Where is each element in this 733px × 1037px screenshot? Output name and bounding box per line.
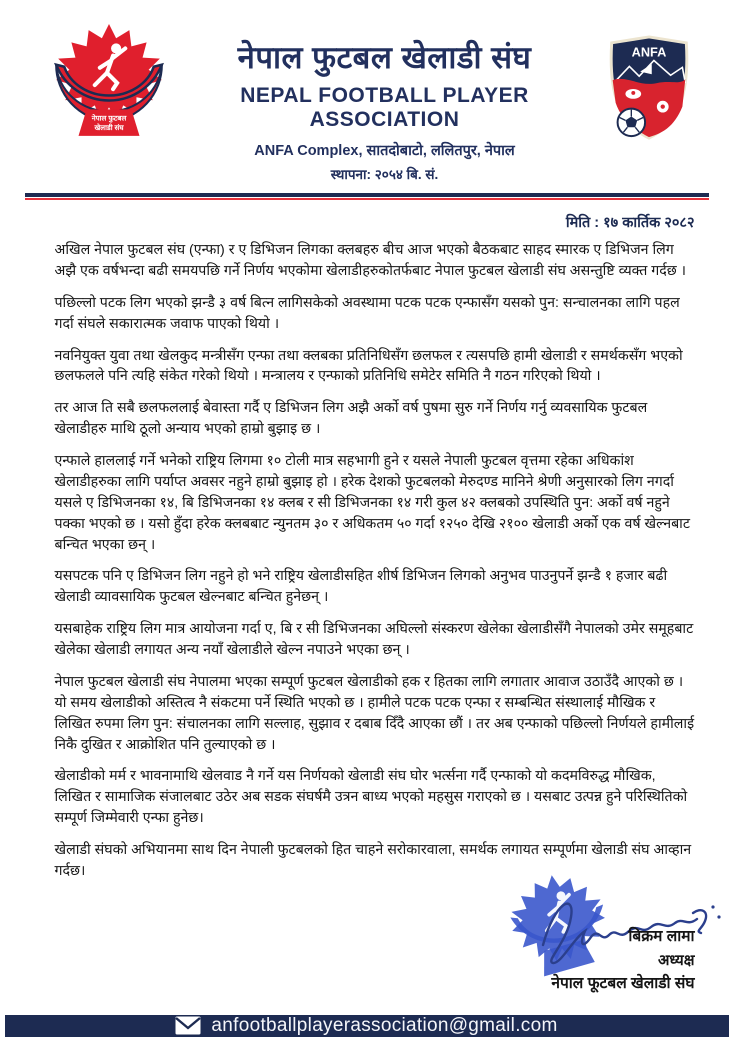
paragraph: खेलाडीको मर्म र भावनामाथि खेलवाड नै गर्ने यस निर्णयको खेलाडी संघ घोर भर्त्सना गर्दै एन्फाको यो कदमविरुद्ध मौखिक, लिखित र सामाजिक संजालबाट उठेर अब सडक संघर्षमै उत्रन बाध्य भएको महसुस गराएको छ । यसबाट उत्पन्न हुने परिस्थितिको सम्पूर्ण जिम्मेवारी एन्फा हुनेछ।: [55, 766, 695, 829]
divider-navy-line: [25, 193, 709, 197]
paragraph: खेलाडी संघको अभियानमा साथ दिन नेपाली फुटबलको हित चाहने सरोकारवाला, समर्थक लगायत सम्पूर्णमा खेलाडी संघ आव्हान गर्दछ।: [55, 840, 695, 882]
signatory-name: बिक्रम लामा: [551, 925, 694, 949]
crest-pedestal: [78, 109, 139, 135]
org-name-english: NEPAL FOOTBALL PLAYER ASSOCIATION: [173, 84, 597, 132]
paragraph: अखिल नेपाल फुटबल संघ (एन्फा) र ए डिभिजन लिगका क्लबहरु बीच आज भएको बैठकबाट साहद स्मारक ए डिभिजन लिग अझै एक वर्षभन्दा बढी समयपछि गर्ने निर्णय भएकोमा खेलाडीहरुकोतर्फबाट नेपाल फुटबल खेलाडी संघ असन्तुष्टि व्यक्त गर्दछ ।: [55, 240, 695, 282]
football-icon: [617, 109, 644, 136]
sun-icon: [656, 101, 668, 113]
org-established: स्थापना: २०५४ बि. सं.: [173, 165, 597, 183]
paragraph: नेपाल फुटबल खेलाडी संघ नेपालमा भएका सम्पूर्ण फुटबल खेलाडीको हक र हितका लागि लगातार आवाज उठाउँदै आएको छ । यो समय खेलाडीको अस्तित्व नै संकटमा पर्ने स्थिति भएको छ । हामीले पटक पटक एन्फा र सम्बन्धित संस्थालाई मौखिक र लिखित रुपमा लिग पुन: संचालनका लागि सल्लाह, सुझाव र दबाब दिँदै आएका छौं । तर अब एन्फाको पछिल्लो निर्णयले हामीलाई निकै दुखित र आक्रोशित पनि तुल्याएको छ ।: [55, 672, 695, 756]
footer-bar: [5, 1015, 729, 1037]
letterhead-text: [173, 22, 597, 183]
letter-date: मिति : १७ कार्तिक २०८२: [55, 212, 695, 232]
moon-icon: [625, 89, 641, 99]
paragraph: यसबाहेक राष्ट्रिय लिग मात्र आयोजना गर्दा ए, बि र सी डिभिजनका अघिल्लो संस्करण खेलेका खेलाडीसँगै नेपालको उमेर समूहबाट खेलेका खेलाडी लगायत अन्य नयाँ खेलाडीले खेल्न नपाउने भएका छन् ।: [55, 619, 695, 661]
letter-page: [5, 0, 729, 1024]
paragraph: यसपटक पनि ए डिभिजन लिग नहुने हो भने राष्ट्रिय खेलाडीसहित शीर्ष डिभिजन लिगको अनुभव पाउनुपर्ने झन्डै १ हजार बढी खेलाडी व्यावसायिक फुटबल खेल्नबाट बन्चित हुनेछन् ।: [55, 566, 695, 608]
signatory-title: अध्यक्ष: [551, 949, 694, 972]
header-divider: [25, 193, 709, 200]
nfpa-crest-logo: [45, 22, 173, 144]
signatory-organization: नेपाल फूटबल खेलाडी संघ: [551, 972, 694, 997]
letterhead: [5, 0, 729, 183]
paragraph: तर आज ति सबै छलफललाई बेवास्ता गर्दै ए डिभिजन लिग अझै अर्को वर्ष पुषमा सुरु गर्ने निर्णय गर्नु व्यवसायिक फुटबल खेलाडीहरु माथि ठूलो अन्याय भएको हाम्रो बुझाइ छ ।: [55, 398, 695, 440]
crest-text-line2: खेलाडी संघ: [93, 123, 124, 132]
letter-body: [5, 200, 729, 1015]
anfa-label: ANFA: [631, 45, 666, 60]
org-name-nepali: नेपाल फुटबल खेलाडी संघ: [173, 36, 597, 78]
signatory-details: [551, 925, 694, 997]
paragraph: नवनियुक्त युवा तथा खेलकुद मन्त्रीसँग एन्फा तथा क्लबका प्रतिनिधिसँग छलफल र त्यसपछि हामी खेलाडी र समर्थकसँग भएको छलफलले पनि त्यहि संकेत गरेको थियो । मन्त्रालय र एन्फाको प्रतिनिधि समेटेर समिति नै गठन गरिएको थियो ।: [55, 346, 695, 388]
paragraph: एन्फाले हाललाई गर्ने भनेको राष्ट्रिय लिगमा १० टोली मात्र सहभागी हुने र यसले नेपाली फुटबल वृत्तमा रहेका अधिकांश खेलाडीहरुका लागि पर्याप्त अवसर नहुने हाम्रो बुझाइ हो । हरेक देशको फुटबलको मेरुदण्ड मानिने श्रेणी अनुसारको लिग नगर्दा यसले ए डिभिजनका १४, बि डिभिजनका १४ क्लब र सी डिभिजनका १४ गरी कुल ४२ क्लबको उपस्थिति पुन: अर्को वर्ष नहुने पक्का भएको छ । यसो हुँदा हरेक क्लबबाट न्युनतम ३० र अधिकतम ५० गर्दा १२५० देखि २१०० खेलाडी अर्को एक वर्ष खेल्नबाट बन्चित भएका छन् ।: [55, 451, 695, 555]
crest-text-line1: नेपाल फुटबल: [90, 114, 127, 124]
anfa-crest-logo: [597, 34, 701, 142]
org-address: ANFA Complex, सातदोबाटो, ललितपुर, नेपाल: [173, 140, 597, 160]
contact-email-link[interactable]: anfootballplayerassociation@gmail.com: [211, 1015, 557, 1037]
envelope-icon: [175, 1016, 201, 1035]
signature-block: [55, 887, 695, 1015]
paragraph: पछिल्लो पटक लिग भएको झन्डै ३ वर्ष बित्न लागिसकेको अवस्थामा पटक पटक एन्फासँग यसको पुन: सन्चालनका लागि पहल गर्दा संघले सकारात्मक जवाफ पाएको थियो ।: [55, 293, 695, 335]
